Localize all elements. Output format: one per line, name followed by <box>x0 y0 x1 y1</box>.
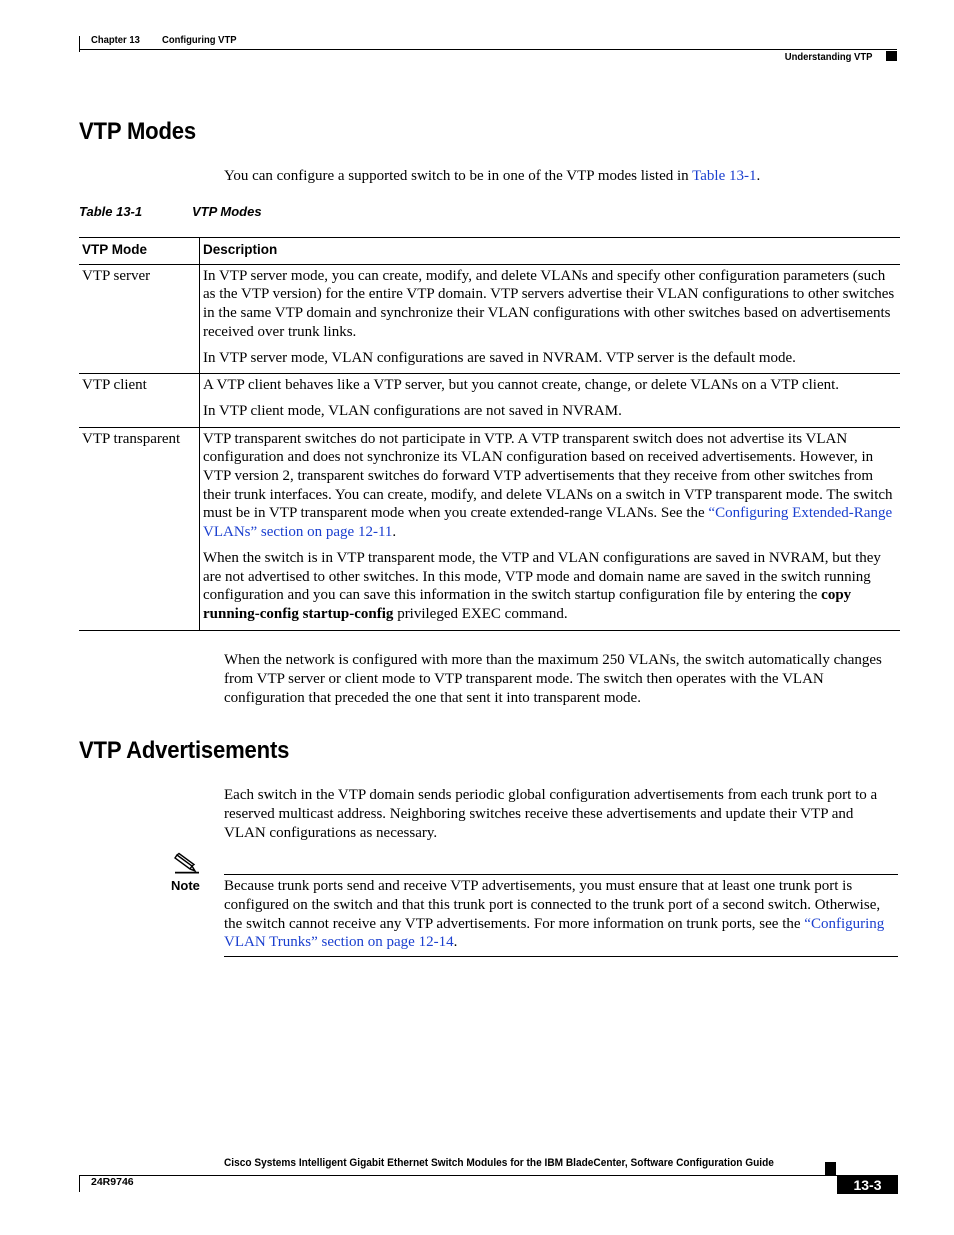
column-header-mode: VTP Mode <box>79 238 200 265</box>
footer-doc-number: 24R9746 <box>91 1176 134 1188</box>
description-text: VTP transparent switches do not participate in VTP. A VTP transparent switch does not advertise its VLAN configuration and does not synchronize its VLAN configuration based on received advertisements. However, in VTP version 2, transparent switches do forward VTP advertisements that they receive from other switches from their trunk interfaces. You can create, modify, and delete VLANs on a switch in VTP transparent mode. The switch must be in VTP transparent mode when you create extended-range VLANs. See the <box>203 430 893 522</box>
description-paragraph: In VTP server mode, you can create, modify, and delete VLANs and specify other configuration parameters (such as the VTP version) for the entire VTP domain. VTP servers advertise their VLAN configurations to other switches in the same VTP domain and synchronize their VLAN configurations with other switches based on advertisements received over trunk links. <box>203 267 895 340</box>
description-paragraph: In VTP client mode, VLAN configurations are not saved in NVRAM. <box>203 402 622 419</box>
table-row <box>79 374 900 427</box>
intro-text: You can configure a supported switch to be in one of the VTP modes listed in <box>224 168 693 184</box>
description-cell <box>200 427 901 630</box>
table-number: Table 13-1 <box>79 204 143 219</box>
header-rule <box>79 49 897 50</box>
table-caption <box>79 204 262 219</box>
footer-title: Cisco Systems Intelligent Gigabit Ethernet Switch Modules for the IBM BladeCenter, Software Configuration Guide <box>224 1157 774 1169</box>
header-marker <box>886 51 897 61</box>
footer-marker <box>825 1162 836 1175</box>
description-paragraph: A VTP client behaves like a VTP server, but you cannot create, change, or delete VLANs on a VTP client. <box>203 377 840 394</box>
mode-cell: VTP server <box>79 264 200 374</box>
header-section: Understanding VTP <box>784 51 872 63</box>
note-text <box>224 877 898 952</box>
footer-rule-vertical <box>79 1175 80 1192</box>
table-row <box>79 264 900 374</box>
vlan-trunks-link[interactable]: “Configuring VLAN Trunks” section on page 12-14 <box>224 915 885 951</box>
after-table-paragraph: When the network is configured with more than the maximum 250 VLANs, the switch automatically changes from VTP server or client mode to VTP transparent mode. The switch then operates with the VLAN configuration that preceded the one that sent it into transparent mode. <box>224 652 882 706</box>
note-rule-bottom <box>224 956 898 957</box>
description-paragraph <box>203 430 897 542</box>
column-header-description: Description <box>203 242 278 257</box>
description-cell <box>200 374 901 427</box>
header-chapter-title: Configuring VTP <box>162 34 237 46</box>
vtp-modes-table <box>79 237 900 631</box>
description-cell <box>200 264 901 374</box>
command-text: copy running-config startup-config <box>203 587 852 622</box>
heading-vtp-advertisements: VTP Advertisements <box>79 737 290 764</box>
extended-range-vlans-link[interactable]: “Configuring Extended-Range VLANs” section on page 12-11 <box>203 505 893 541</box>
page-number: 13-3 <box>853 1177 882 1193</box>
note-body: Because trunk ports send and receive VTP advertisements, you must ensure that at least one trunk port is configured on the switch and that this trunk port is connected to the trunk port of a second switch. Otherwise, the switch cannot receive any VTP advertisements. For more information on trunk ports, see the <box>224 878 881 932</box>
advertisements-paragraph: Each switch in the VTP domain sends periodic global configuration advertisements from each trunk port to a reserved multicast address. Neighboring switches receive these advertisements and update their VTP and VLAN configurations as necessary. <box>224 787 878 841</box>
vtp-modes-intro <box>224 167 898 186</box>
pencil-note-icon <box>174 852 200 874</box>
note-rule-top <box>224 874 898 875</box>
note-label: Note <box>171 878 200 893</box>
footer-rule <box>79 1175 897 1176</box>
intro-after: . <box>756 168 761 184</box>
table-header-row <box>79 238 900 265</box>
note-after: . <box>453 934 458 951</box>
description-paragraph: In VTP server mode, VLAN configurations are saved in NVRAM. VTP server is the default mode. <box>203 349 796 366</box>
description-paragraph <box>203 549 897 624</box>
heading-vtp-modes: VTP Modes <box>79 118 196 145</box>
header-chapter: Chapter 13 <box>91 34 140 46</box>
table-row <box>79 427 900 630</box>
description-text-after: . <box>392 524 397 541</box>
table-title: VTP Modes <box>192 204 262 219</box>
table-link[interactable]: Table 13-1 <box>692 168 757 184</box>
mode-cell: VTP client <box>79 374 200 427</box>
description-text: When the switch is in VTP transparent mode, the VTP and VLAN configurations are saved in NVRAM, but they are not advertised to other switches. In this mode, VTP mode and domain name are saved in the switch running configuration and you can save this information in the switch startup configuration file by entering the <box>203 549 881 604</box>
description-text-after: privileged EXEC command. <box>393 605 568 622</box>
mode-cell: VTP transparent <box>79 427 200 630</box>
